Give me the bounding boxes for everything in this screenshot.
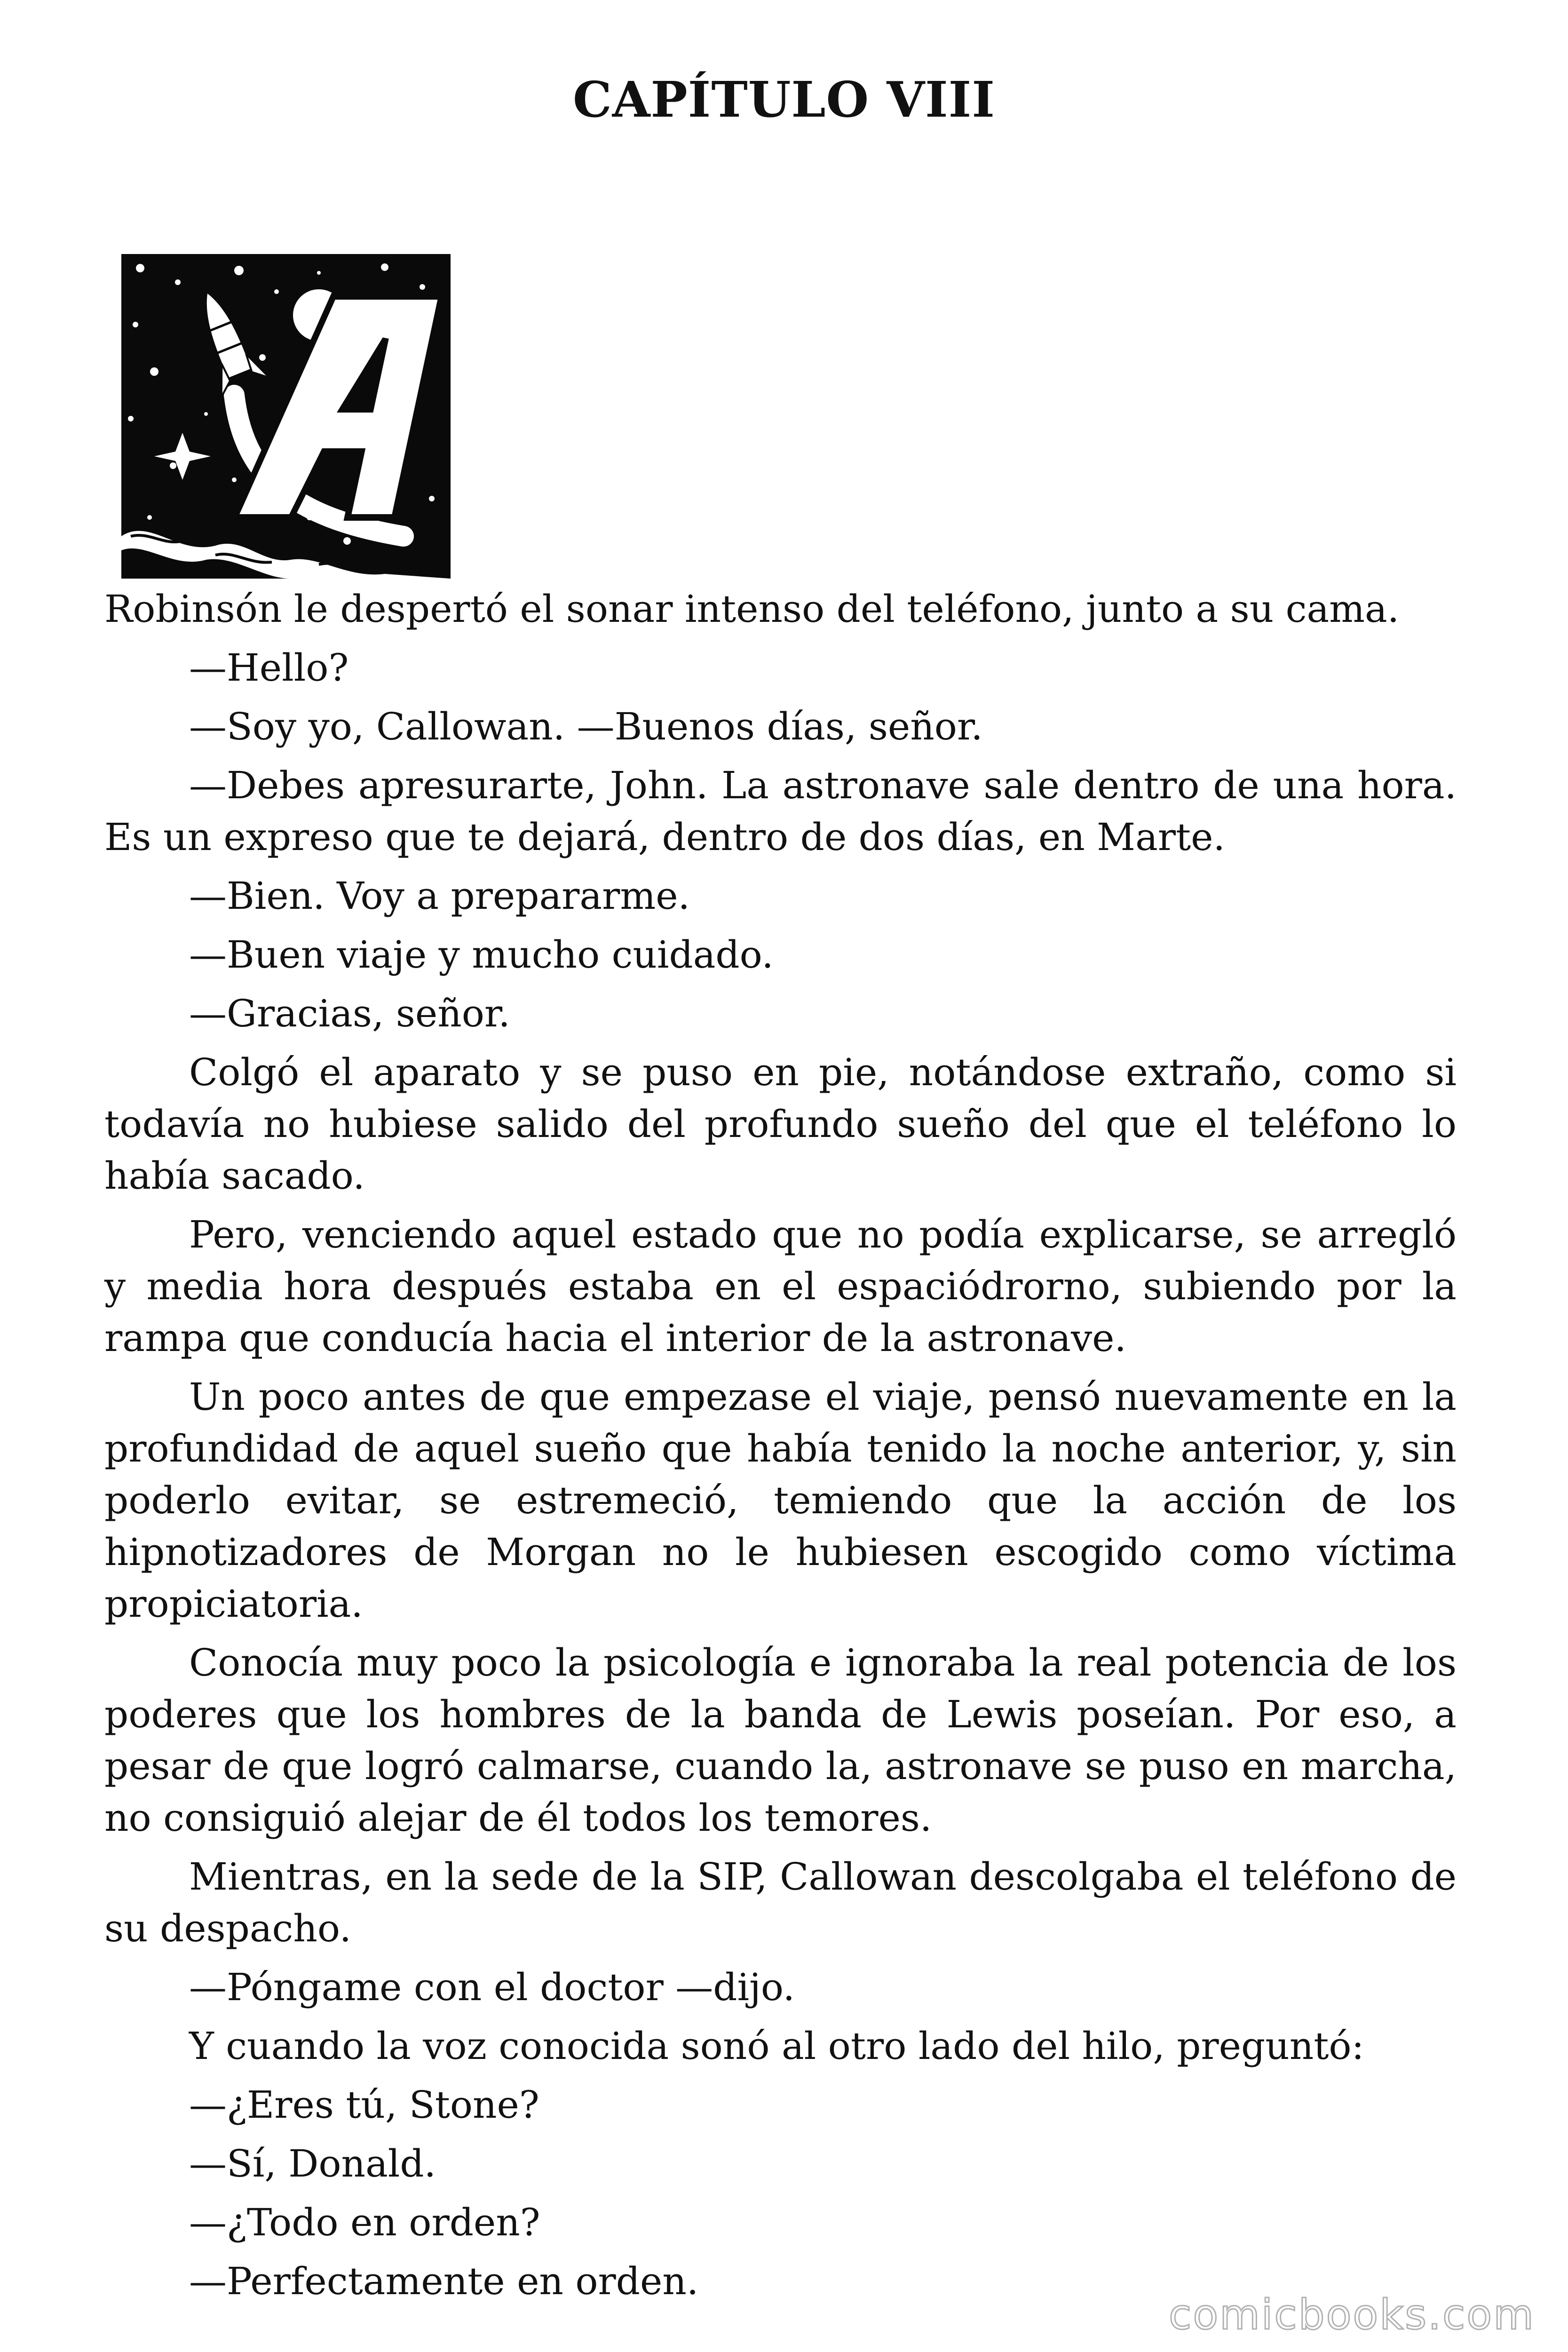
watermark: comicbooks.com xyxy=(1168,2290,1535,2339)
paragraph: —Póngame con el doctor —dijo. xyxy=(189,1965,795,2009)
paragraph: Y cuando la voz conocida sonó al otro lado del hilo, preguntó: xyxy=(189,2024,1364,2068)
paragraph: —Debes apresurarte, John. La astronave sale dentro de una hora. Es un expreso que te dejará, dentro de dos días, en Marte. xyxy=(104,763,1457,859)
paragraph: Mientras, en la sede de la SIP, Callowan descolgaba el teléfono de su despacho. xyxy=(104,1855,1457,1950)
paragraph: —Sí, Donald. xyxy=(189,2142,436,2185)
rocket-drop-cap-illustration xyxy=(121,254,451,579)
chapter-title: CAPÍTULO VIII xyxy=(573,71,995,128)
paragraph: Pero, venciendo aquel estado que no podía explicarse, se arregló y media hora después estaba en el espaciódrorno, subiendo por la rampa que conducía hacia el interior de la astronave. xyxy=(104,1213,1457,1360)
paragraph: —Soy yo, Callowan. —Buenos días, señor. xyxy=(189,705,983,748)
chapter-body xyxy=(104,583,1457,2314)
paragraph: Un poco antes de que empezase el viaje, pensó nuevamente en la profundidad de aquel sueño que había tenido la noche anterior, y, sin poderlo evitar, se estremeció, temiendo que la acción de los hipnotizadores de Morgan no le hubiesen escogido como víctima propiciatoria. xyxy=(104,1375,1457,1626)
paragraph: —Buen viaje y mucho cuidado. xyxy=(189,933,774,977)
paragraph: —Perfectamente en orden. xyxy=(189,2259,699,2303)
paragraph: —Gracias, señor. xyxy=(189,992,510,1035)
paragraph: Conocía muy poco la psicología e ignoraba la real potencia de los poderes que los hombres de la banda de Lewis poseían. Por eso, a pesar de que logró calmarse, cuando la, astronave se puso en marcha, no consiguió alejar de él todos los temores. xyxy=(104,1641,1457,1840)
paragraph: —¿Todo en orden? xyxy=(189,2201,540,2244)
paragraph: —¿Eres tú, Stone? xyxy=(189,2083,539,2127)
paragraph: —Bien. Voy a prepararme. xyxy=(189,874,690,918)
paragraph: Colgó el aparato y se puso en pie, notándose extraño, como si todavía no hubiese salido del profundo sueño del que el teléfono lo había sacado. xyxy=(104,1050,1457,1198)
paragraph: Robinsón le despertó el sonar intenso del teléfono, junto a su cama. xyxy=(104,587,1400,631)
paragraph: —Hello? xyxy=(189,646,349,690)
